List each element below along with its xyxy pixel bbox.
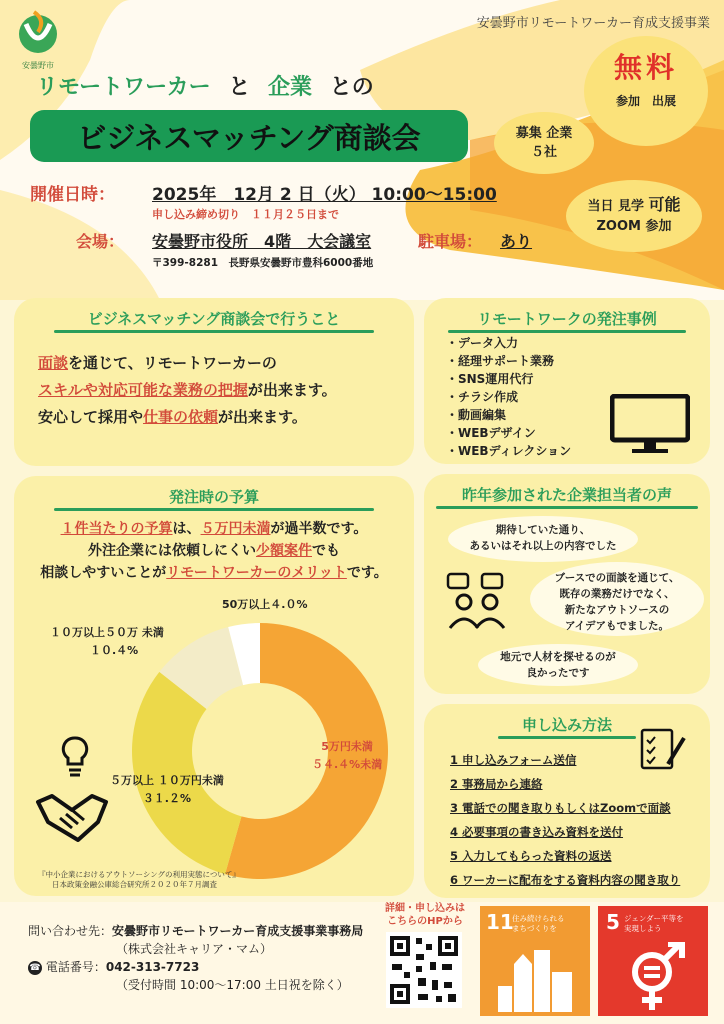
visit-line2: ZOOM 参加 (596, 219, 672, 234)
subtitle-to: と (228, 75, 251, 100)
voice-1-line2: あるいはそれ以上の内容でした (469, 540, 617, 552)
example-item: ・WEBデザイン (446, 426, 536, 440)
budget-l2c: でも (312, 543, 340, 559)
sdg5-line1: ジェンダー平等を (624, 914, 684, 923)
recruit-line2: ５社 (530, 145, 557, 160)
what-l3a: 安心して採用や (38, 408, 144, 426)
voice-2-line1: ブースでの面談を通じて、 (554, 572, 680, 584)
label-50k-100k-pct: ３１.２% (142, 792, 192, 805)
example-item: ・データ入力 (446, 336, 519, 350)
contact-org: 安曇野市リモートワーカー育成支援事業事務局 (112, 924, 364, 938)
voice-2-line2: 既存の業務だけでなく、 (559, 588, 675, 600)
voices-panel (424, 474, 710, 694)
example-item: ・チラシ作成 (446, 390, 519, 404)
monitor-icon (610, 394, 690, 456)
meeting-people-icon (442, 570, 512, 634)
voice-3-line1: 地元で人材を探せるのが (500, 651, 616, 663)
qr-caption-line2: こちらのHPから (387, 916, 463, 927)
what-title: ビジネスマッチング商談会で行うこと (87, 310, 341, 328)
voice-bubble-1 (448, 516, 638, 562)
sdg11-number: 11 (486, 910, 514, 934)
budget-l3a: 相談しやすいことが (40, 565, 167, 581)
label-under50k-name: 5万円未満 (321, 740, 373, 753)
example-item: ・WEBディレクション (446, 444, 572, 458)
what-body (38, 350, 337, 431)
contact-label: 問い合わせ先： (28, 924, 113, 938)
subtitle-remote: リモートワーカー (36, 75, 211, 100)
budget-under50k: ５万円未満 (200, 521, 271, 537)
qr-caption-line1: 詳細・申し込みは (385, 903, 465, 914)
example-item: ・動画編集 (446, 408, 507, 422)
phone-number[interactable]: 042-313-7723 (105, 960, 200, 974)
budget-small: 少額案件 (256, 543, 312, 559)
sdg11-line1: 住み続けられる (512, 914, 565, 923)
handshake-icon (34, 788, 110, 848)
label-100k-500k (50, 624, 164, 660)
budget-l3c: です。 (346, 565, 388, 581)
budget-source (38, 870, 240, 890)
voice-bubble-2 (530, 562, 704, 636)
subtitle (36, 70, 374, 101)
sdg11-text (512, 914, 565, 934)
label-under50k-pct: ５４.４%未満 (312, 758, 383, 771)
voice-1-line1: 期待していた通り、 (495, 524, 591, 536)
sdg5-tile (598, 906, 708, 1016)
gender-equality-icon (622, 942, 686, 1012)
apply-title-underline (498, 736, 636, 739)
what-interview: 面談 (38, 354, 69, 372)
city-logo-text: 安曇野市 (22, 61, 54, 70)
parking-label: 駐車場： (418, 232, 483, 251)
deadline: 申し込み締め切り １１月２５日まで (152, 208, 339, 221)
label-50k-100k (110, 772, 224, 808)
apply-title: 申し込み方法 (521, 716, 612, 734)
example-item: ・SNS運用代行 (446, 372, 534, 386)
apply-step: 4 必要事項の書き込み資料を送付 (450, 825, 624, 839)
free-badge (584, 36, 708, 146)
program-name: 安曇野市リモートワーカー育成支援事業 (476, 16, 710, 31)
what-l1: を通じて、リモートワーカーの (68, 354, 277, 372)
source-org: 日本政策金融公庫総合研究所２０２０年７月調査 (52, 880, 217, 889)
subtitle-tono: との (329, 75, 374, 100)
label-over500k: 50万以上４.０% (222, 598, 308, 611)
apply-step: 1 申し込みフォーム送信 (450, 753, 577, 767)
sdg5-line2: 実現しよう (624, 924, 662, 933)
qr-code[interactable] (386, 932, 462, 1008)
voice-3-line2: 良かったです (526, 667, 590, 679)
label-50k-100k-name: ５万以上 １０万円未満 (110, 774, 224, 787)
subtitle-company: 企業 (268, 75, 313, 100)
apply-panel (424, 704, 710, 898)
what-title-underline (54, 330, 374, 333)
qr-caption (376, 902, 474, 928)
budget-merit: リモートワーカーのメリット (166, 565, 347, 581)
voice-bubble-3 (478, 644, 638, 686)
visit-badge (566, 180, 702, 252)
budget-panel (14, 476, 414, 896)
recruit-badge (494, 112, 594, 174)
voices-title: 昨年参加された企業担当者の声 (461, 486, 672, 504)
sdg5-number: 5 (606, 910, 620, 934)
free-title: 無料 (613, 51, 678, 84)
budget-title: 発注時の予算 (168, 488, 259, 506)
phone-label: 電話番号： (45, 960, 106, 974)
free-sub: 参加 出展 (615, 94, 676, 108)
voices-title-underline (436, 506, 698, 509)
what-l2: が出来ます。 (247, 381, 337, 399)
what-panel (14, 298, 414, 466)
budget-per-case: １件当たりの予算 (60, 521, 173, 537)
what-l3c: が出来ます。 (218, 408, 307, 426)
examples-title-underline (448, 330, 686, 333)
phone-hours: （受付時間 10:00～17:00 土日祝を除く） (116, 978, 349, 992)
apply-step: 3 電話での聞き取りもしくはZoomで面談 (450, 801, 671, 815)
address: 〒399-8281 長野県安曇野市豊科6000番地 (152, 257, 374, 269)
visit-line1: 当日 見学 (587, 199, 644, 214)
budget-l1d: が過半数です。 (270, 521, 368, 537)
venue-label: 会場： (76, 232, 125, 251)
sdg11-line2: まちづくりを (512, 924, 557, 933)
budget-l1b: は、 (172, 521, 201, 537)
contact-info (28, 922, 363, 994)
label-100k-500k-name: １０万以上５０万 未満 (50, 626, 164, 639)
apply-step: 2 事務局から連絡 (450, 777, 543, 791)
city-buildings-icon (494, 946, 576, 1012)
label-100k-500k-pct: １０.４% (90, 644, 139, 657)
lightbulb-icon (58, 734, 92, 782)
sdg5-text (624, 914, 684, 934)
recruit-line1: 募集 企業 (515, 126, 573, 141)
parking-value: あり (500, 232, 533, 251)
phone-icon: ☎ (29, 962, 41, 973)
city-logo (14, 10, 62, 68)
examples-title: リモートワークの発注事例 (477, 310, 657, 328)
main-title: ビジネスマッチング商談会 (30, 110, 468, 162)
voice-2-line4: アイデアもでました。 (564, 620, 670, 632)
source-title: 『中小企業におけるアウトソーシングの利用実態について』 (38, 870, 240, 879)
examples-list (446, 334, 571, 460)
venue-value: 安曇野市役所 4階 大会議室 (152, 232, 372, 251)
voice-2-line3: 新たなアウトソースの (564, 604, 670, 616)
visit-possible: 可能 (648, 195, 681, 214)
city-logo-icon (14, 10, 62, 56)
what-skill: スキルや対応可能な業務の把握 (38, 381, 248, 399)
budget-l2a: 外注企業には依頼しにくい (88, 543, 256, 559)
examples-panel (424, 298, 710, 464)
sdg11-tile (480, 906, 590, 1016)
date-value: 2025年 12月 2 日（火） 10:00～15:00 (152, 185, 497, 205)
apply-step: 6 ワーカーに配布をする資料内容の聞き取り (450, 873, 681, 887)
apply-steps (450, 752, 680, 896)
apply-step: 5 入力してもらった資料の返送 (450, 849, 612, 863)
label-under50k (312, 738, 382, 774)
example-item: ・経理サポート業務 (446, 354, 555, 368)
what-request: 仕事の依頼 (143, 408, 219, 426)
contact-company: （株式会社キャリア・マム） (116, 942, 273, 956)
date-label: 開催日時： (30, 185, 115, 205)
